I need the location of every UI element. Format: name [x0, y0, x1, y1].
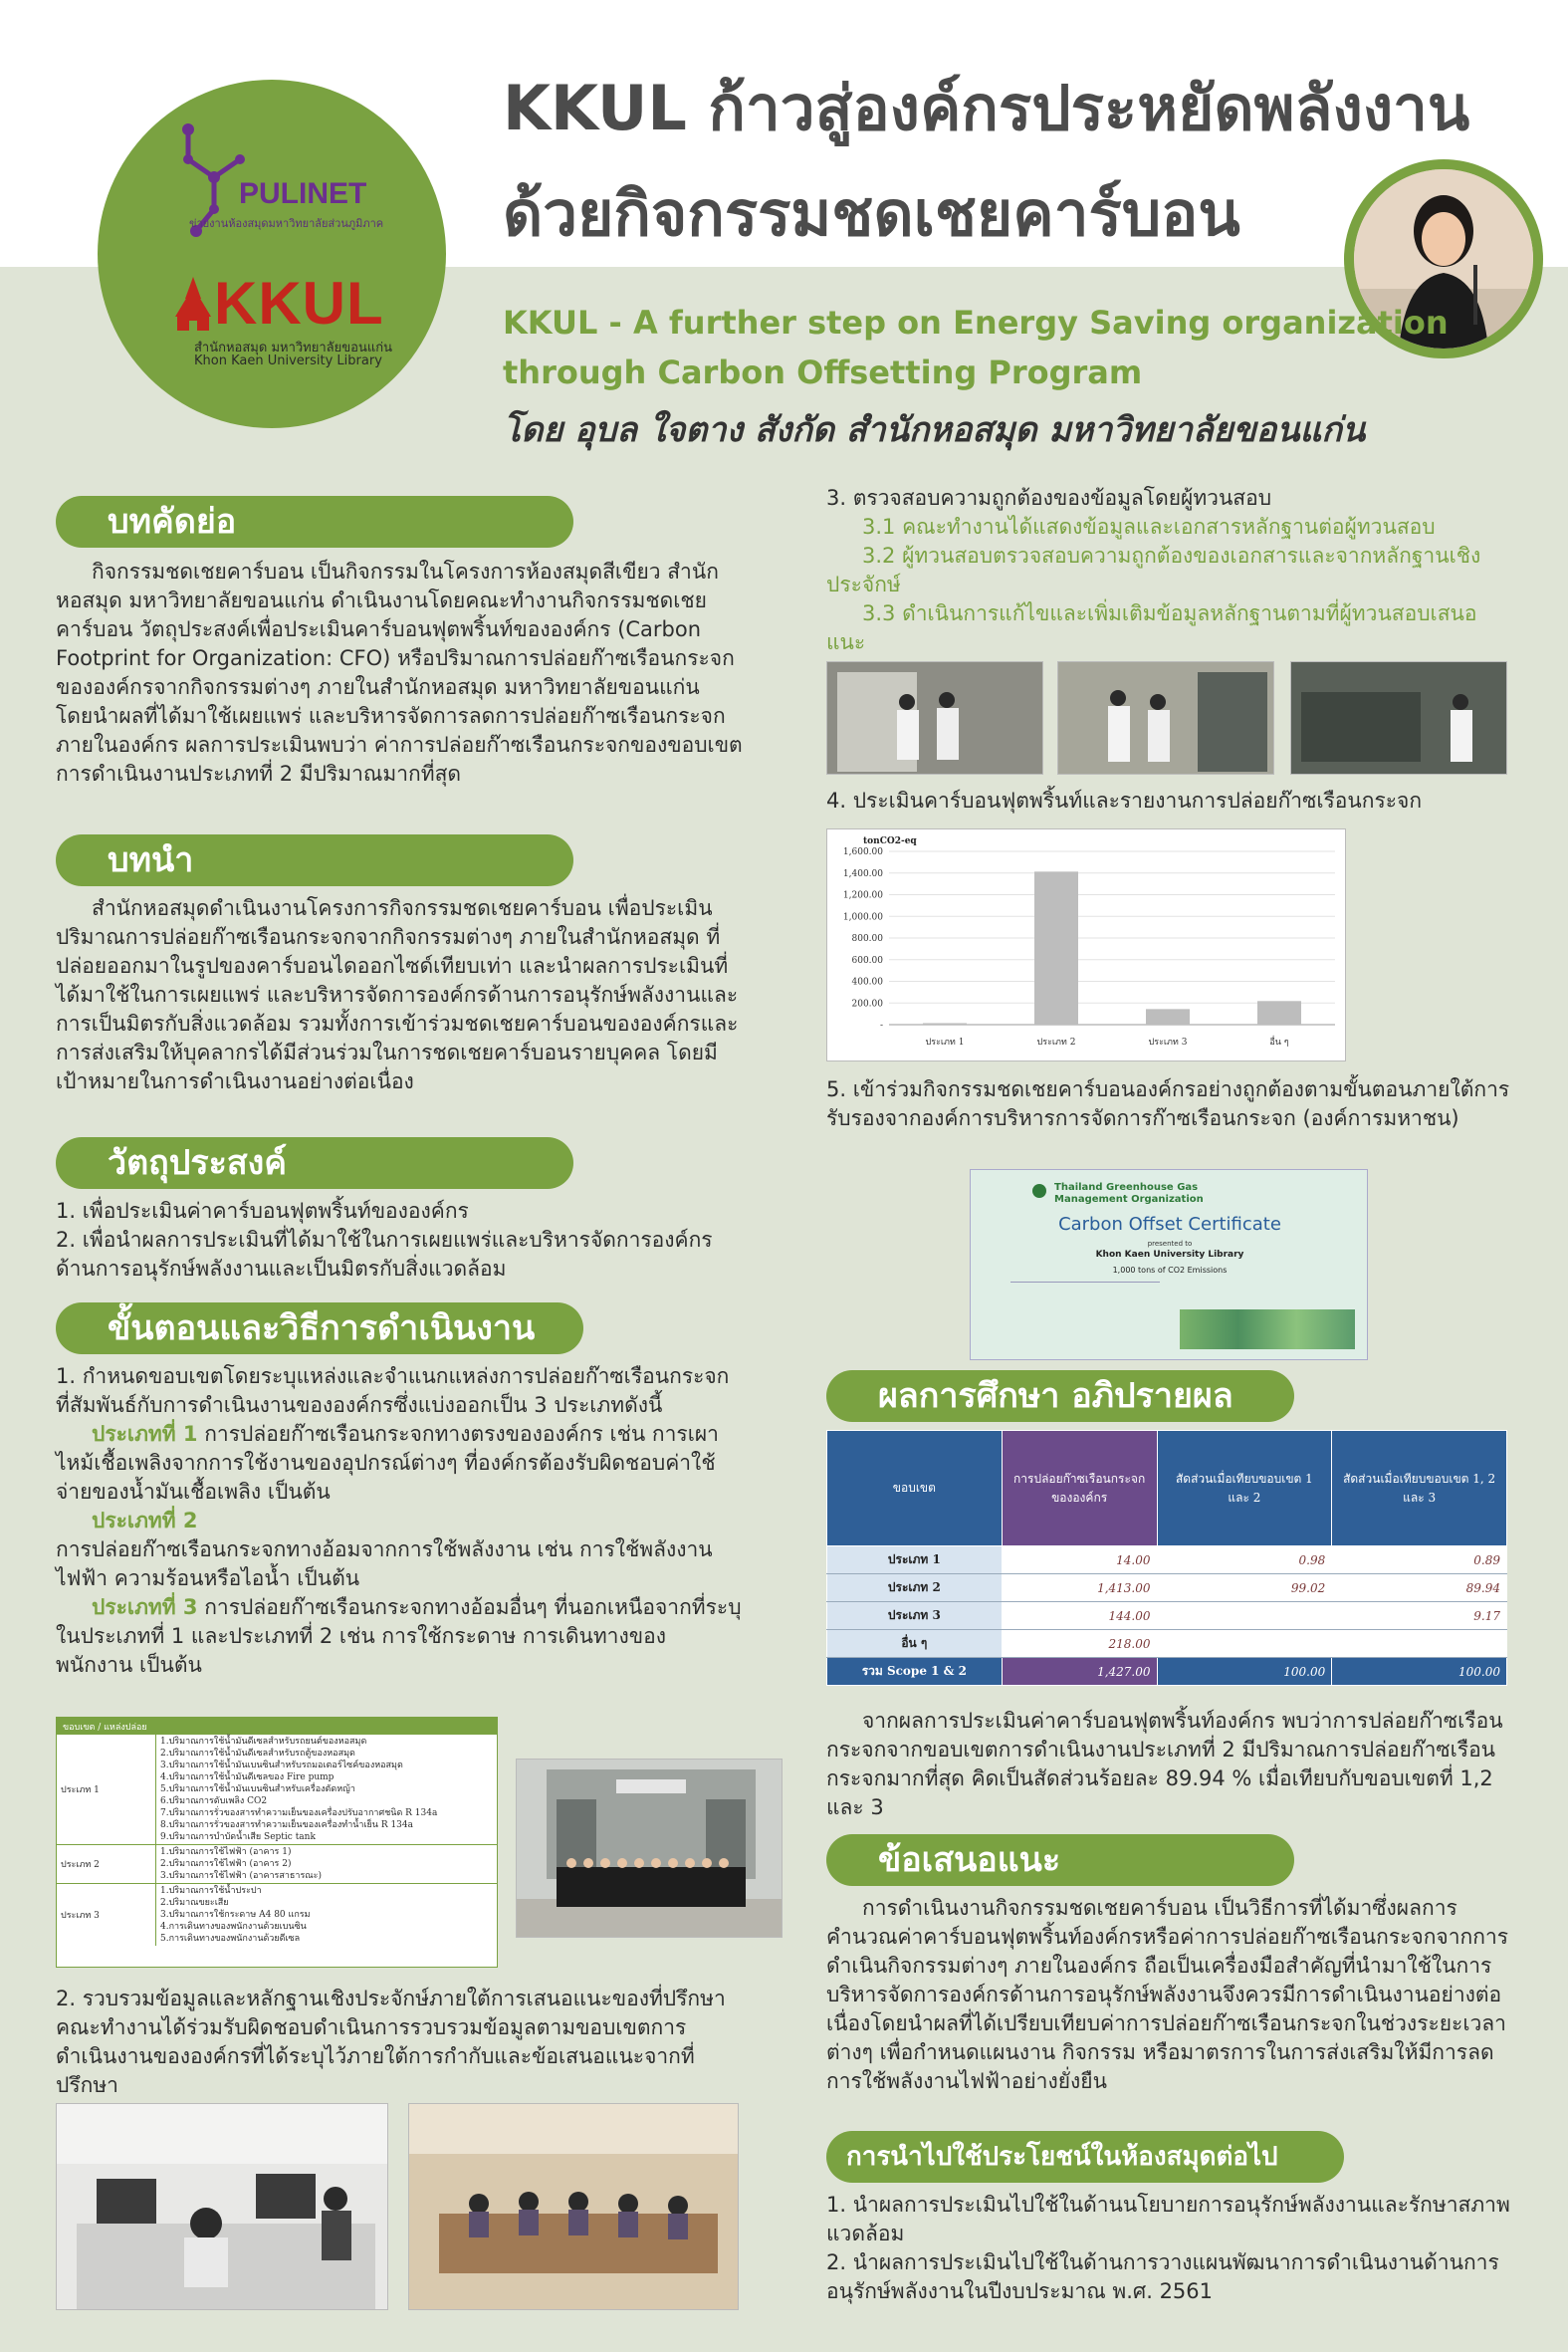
application-item-1: 1. นำผลการประเมินไปใช้ในด้านนโยบายการอนุรักษ์พลังงานและรักษาสภาพแวดล้อม — [826, 2193, 1510, 2245]
scope-group-row — [57, 1734, 497, 1844]
scope-item: 1.ปริมาณการใช้น้ำประปา — [160, 1886, 262, 1896]
meeting-photo-1 — [56, 2103, 388, 2310]
type2-text: การปล่อยก๊าซเรือนกระจกทางอ้อมจากการใช้พลังงาน เช่น การใช้พลังงานไฟฟ้า ความร้อนหรือไอน้ำ เป็นต้น — [56, 1537, 713, 1590]
results-cell-pct12: 99.02 — [1157, 1574, 1332, 1602]
results-cell-pct123 — [1332, 1630, 1507, 1658]
scope-item: 5.ปริมาณการใช้น้ำมันเบนซินสำหรับเครื่องตัดหญ้า — [160, 1784, 355, 1794]
results-text: จากผลการประเมินค่าคาร์บอนฟุตพริ้นท์องค์กร พบว่าการปล่อยก๊าซเรือนกระจกจากขอบเขตการดำเนินงานประเภทที่ 2 มีปริมาณการปล่อยก๊าซเรือนกระจกมากที่สุด คิดเป็นสัดส่วนร้อยละ 89.94 % เมื่อเทียบกับขอบเขตที่ 1,2 และ 3 — [826, 1709, 1503, 1819]
chart-xtick: ประเภท 1 — [925, 1038, 965, 1048]
certificate-org: Thailand Greenhouse Gas Management Organization — [1054, 1182, 1204, 1205]
kkul-logo-text: KKUL — [214, 270, 384, 337]
kkul-subtitle-th: สำนักหอสมุด มหาวิทยาลัยขอนแก่น — [194, 341, 392, 355]
certificate-nature-strip — [1180, 1309, 1355, 1349]
results-cell-label: รวม Scope 1 & 2 — [827, 1658, 1003, 1686]
results-cell-emission: 1,427.00 — [1002, 1658, 1157, 1686]
scope-item: 3.ปริมาณการใช้น้ำมันเบนซินสำหรับรถมอเตอร์ไซค์ของหอสมุด — [160, 1761, 403, 1770]
methods-step1: 1. กำหนดขอบเขตโดยระบุแหล่งและจำแนกแหล่งการปล่อยก๊าซเรือนกระจกที่สัมพันธ์กับการดำเนินงานขององค์กรซึ่งแบ่งออกเป็น 3 ประเภทดังนี้ — [56, 1364, 730, 1417]
audit-photo-2-icon — [1058, 662, 1274, 775]
results-cell-emission: 14.00 — [1002, 1546, 1157, 1574]
application-list — [826, 2191, 1513, 2306]
results-cell-pct123: 100.00 — [1332, 1658, 1507, 1686]
results-header-pct12: สัดส่วนเมื่อเทียบขอบเขต 1 และ 2 — [1157, 1431, 1332, 1546]
certificate-body — [1010, 1282, 1160, 1331]
audit-photo-3 — [1290, 661, 1507, 775]
certificate-recipient: Khon Kaen University Library — [1095, 1250, 1244, 1260]
suggestion-heading: ข้อเสนอแนะ — [826, 1834, 1294, 1886]
results-cell-label: อื่น ๆ — [827, 1630, 1003, 1658]
application-item-2: 2. นำผลการประเมินไปใช้ในด้านการวางแผนพัฒนาการดำเนินงานด้านการอนุรักษ์พลังงานในปีงบประมาณ พ.ศ. 2561 — [826, 2250, 1499, 2303]
chart-bar — [923, 1023, 967, 1025]
scope-group-name: ประเภท 1 — [57, 1735, 156, 1844]
meeting-photo-1-icon — [57, 2104, 388, 2310]
intro-text: สำนักหอสมุดดำเนินงานโครงการกิจกรรมชดเชยคาร์บอน เพื่อประเมินปริมาณการปล่อยก๊าซเรือนกระจกจากกิจกรรมต่างๆ ภายในสำนักหอสมุด ที่ปล่อยออกมาในรูปของคาร์บอนไดออกไซด์เทียบเท่า และนำผลการประเมินที่ได้มาใช้ในการเผยแพร่ และบริหารจัดการองค์กรด้านการอนุรักษ์พลังงานและการเป็นมิตรกับสิ่งแวดล้อม รวมทั้งการเข้าร่วมชดเชยคาร์บอนขององค์กรและการส่งเสริมให้บุคลากรได้มีส่วนร่วมในการชดเชยคาร์บอนรายบุคคล โดยมีเป้าหมายในการดำเนินงานอย่างต่อเนื่อง — [56, 896, 739, 1093]
results-cell-label: ประเภท 2 — [827, 1574, 1003, 1602]
english-title-line1: KKUL - A further step on Energy Saving organization — [503, 304, 1449, 342]
methods-step2: 2. รวบรวมข้อมูลและหลักฐานเชิงประจักษ์ภายใต้การเสนอแนะของที่ปรึกษา คณะทำงานได้ร่วมรับผิดชอบดำเนินการรวบรวมข้อมูลตามขอบเขตการดำเนินงานขององค์กรที่ได้ระบุไว้ภายใต้การกำกับและข้อเสนอแนะจากที่ปรึกษา — [56, 1987, 726, 2097]
chart-ytick: 1,200.00 — [842, 890, 883, 901]
logo-circle — [98, 80, 446, 428]
scope-item: 6.ปริมาณการดับเพลิง CO2 — [160, 1796, 268, 1806]
results-cell-emission: 218.00 — [1002, 1630, 1157, 1658]
scope-item: 9.ปริมาณการบำบัดน้ำเสีย Septic tank — [160, 1832, 316, 1842]
audit-photo-1 — [826, 661, 1043, 775]
type1-text: การปล่อยก๊าซเรือนกระจกทางตรงขององค์กร เช่น การเผาไหม้เชื้อเพลิงจากการใช้งานของอุปกรณ์ต่างๆ ที่องค์กรต้องรับผิดชอบค่าใช้จ่ายของน้ำมันเชื้อเพลิง เป็นต้น — [56, 1422, 719, 1504]
scope-item: 4.การเดินทางของพนักงานด้วยเบนซิน — [160, 1922, 307, 1932]
results-heading: ผลการศึกษา อภิปรายผล — [826, 1370, 1294, 1422]
tgo-logo-icon — [1032, 1184, 1046, 1198]
chart-ytick: 1,400.00 — [842, 868, 883, 879]
scope-group-row — [57, 1844, 497, 1883]
chart-ytick: 800.00 — [851, 934, 883, 944]
type2-label: ประเภทที่ 2 — [92, 1509, 198, 1532]
chart-ytick: 200.00 — [851, 999, 883, 1010]
methods-step4: 4. ประเมินคาร์บอนฟุตพริ้นท์และรายงานการปล่อยก๊าซเรือนกระจก — [826, 789, 1423, 813]
results-cell-emission: 144.00 — [1002, 1602, 1157, 1630]
group-photo-icon — [517, 1760, 783, 1938]
audit-photo-3-icon — [1291, 662, 1507, 775]
scope-group-row — [57, 1883, 497, 1946]
results-row — [827, 1546, 1507, 1574]
scope-table-header: ขอบเขต / แหล่งปล่อย — [57, 1718, 497, 1734]
page-title-line2: ด้วยกิจกรรมชดเชยคาร์บอน — [503, 177, 1240, 250]
chart-xtick: ประเภท 2 — [1036, 1038, 1076, 1048]
results-cell-pct123: 89.94 — [1332, 1574, 1507, 1602]
objectives-heading: วัตถุประสงค์ — [56, 1137, 573, 1189]
chart-xtick: ประเภท 3 — [1148, 1038, 1188, 1048]
kkul-subtitle-en: Khon Kaen University Library — [194, 353, 382, 368]
scope-item: 2.ปริมาณการใช้ไฟฟ้า (อาคาร 2) — [160, 1859, 292, 1869]
results-cell-label: ประเภท 1 — [827, 1546, 1003, 1574]
group-photo — [516, 1759, 783, 1938]
pulinet-subtitle: ข่ายงานห้องสมุดมหาวิทยาลัยส่วนภูมิภาค — [189, 217, 384, 230]
results-header-emission: การปล่อยก๊าซเรือนกระจกขององค์กร — [1002, 1431, 1157, 1546]
results-cell-pct123: 0.89 — [1332, 1546, 1507, 1574]
chart-bar — [1146, 1009, 1190, 1025]
abstract-text: กิจกรรมชดเชยคาร์บอน เป็นกิจกรรมในโครงการห้องสมุดสีเขียว สำนักหอสมุด มหาวิทยาลัยขอนแก่น ดำเนินงานโดยคณะทำงานกิจกรรมชดเชยคาร์บอน วัตถุประสงค์เพื่อประเมินคาร์บอนฟุตพริ้นท์ขององค์กร (Carbon Footprint for Organization: CFO) หรือปริมาณการปล่อยก๊าซเรือนกระจกขององค์กรจากกิจกรรมต่างๆ ภายในสำนักหอสมุด มหาวิทยาลัยขอนแก่น โดยนำผลที่ได้มาใช้เผยแพร่ และบริหารจัดการลดการปล่อยก๊าซเรือนกระจกภายในองค์กร ผลการประเมินพบว่า ค่าการปล่อยก๊าซเรือนกระจกของขอบเขตการดำเนินงานประเภทที่ 2 มีปริมาณมากที่สุด — [56, 560, 743, 786]
chart-ytick: 400.00 — [851, 977, 883, 988]
results-row — [827, 1630, 1507, 1658]
chart-ytick: - — [879, 1021, 883, 1031]
scope-item: 2.ปริมาณการใช้น้ำมันดีเซลสำหรับรถตู้ของหอสมุด — [160, 1749, 355, 1759]
methods-step3: 3. ตรวจสอบความถูกต้องของข้อมูลโดยผู้ทวนสอบ — [826, 486, 1272, 510]
page-title-line1: KKUL ก้าวสู่องค์กรประหยัดพลังงาน — [503, 72, 1470, 144]
type1-label: ประเภทที่ 1 — [92, 1422, 198, 1446]
results-cell-emission: 1,413.00 — [1002, 1574, 1157, 1602]
type3-label: ประเภทที่ 3 — [92, 1595, 198, 1619]
chart-ytick: 600.00 — [851, 955, 883, 966]
results-cell-pct12 — [1157, 1602, 1332, 1630]
objective-item-1: 1. เพื่อประเมินค่าคาร์บอนฟุตพริ้นท์ขององค์กร — [56, 1199, 469, 1223]
pulinet-logo-text: PULINET — [239, 177, 367, 210]
scope-table — [56, 1717, 498, 1968]
scope-item: 3.ปริมาณการใช้กระดาษ A4 80 แกรม — [160, 1910, 311, 1920]
chart-ylabel: tonCO2-eq — [863, 836, 917, 846]
objective-item-2: 2. เพื่อนำผลการประเมินที่ได้มาใช้ในการเผยแพร่และบริหารจัดการองค์กรด้านการอนุรักษ์พลังงานและเป็นมิตรกับสิ่งแวดล้อม — [56, 1228, 713, 1281]
methods-step3-block — [826, 484, 1513, 657]
certificate-title: Carbon Offset Certificate — [1058, 1214, 1281, 1235]
certificate-presented: presented to — [1147, 1240, 1193, 1248]
results-row — [827, 1574, 1507, 1602]
results-cell-pct12: 0.98 — [1157, 1546, 1332, 1574]
methods-step5: 5. เข้าร่วมกิจกรรมชดเชยคาร์บอนองค์กรอย่างถูกต้องตามขั้นตอนภายใต้การรับรองจากองค์การบริหารการจัดการก๊าซเรือนกระจก (องค์การมหาชน) — [826, 1077, 1510, 1130]
methods-step3-2: 3.2 ผู้ทวนสอบตรวจสอบความถูกต้องของเอกสารและจากหลักฐานเชิงประจักษ์ — [826, 544, 1481, 596]
scope-group-name: ประเภท 3 — [57, 1884, 156, 1946]
type3-text: การปล่อยก๊าซเรือนกระจกทางอ้อมอื่นๆ ที่นอกเหนือจากที่ระบุในประเภทที่ 1 และประเภทที่ 2 เช่น การใช้กระดาษ การเดินทางของพนักงาน เป็นต้น — [56, 1595, 742, 1677]
certificate-amount: 1,000 tons of CO2 Emissions — [1112, 1266, 1228, 1275]
intro-heading: บทนำ — [56, 834, 573, 886]
results-total-row — [827, 1658, 1507, 1686]
scope-item: 1.ปริมาณการใช้น้ำมันดีเซลสำหรับรถยนต์ของหอสมุด — [160, 1737, 367, 1747]
results-header-scope: ขอบเขต — [827, 1431, 1003, 1546]
methods-step1-block — [56, 1362, 743, 1680]
scope-item: 7.ปริมาณการรั่วของสารทำความเย็นของเครื่องปรับอากาศชนิด R 134a — [160, 1808, 438, 1818]
meeting-photo-2 — [408, 2103, 739, 2310]
chart-ytick: 1,000.00 — [842, 912, 883, 923]
meeting-photo-2-icon — [409, 2104, 739, 2310]
audit-photo-1-icon — [827, 662, 1043, 775]
english-title-line2: through Carbon Offsetting Program — [503, 353, 1143, 391]
scope-item: 5.การเดินทางของพนักงานด้วยดีเซล — [160, 1934, 301, 1944]
methods-step3-1: 3.1 คณะทำงานได้แสดงข้อมูลและเอกสารหลักฐานต่อผู้ทวนสอบ — [862, 515, 1436, 539]
audit-photo-2 — [1057, 661, 1274, 775]
carbon-offset-certificate — [970, 1169, 1368, 1360]
methods-heading: ขั้นตอนและวิธีการดำเนินงาน — [56, 1302, 583, 1354]
objectives-list — [56, 1197, 743, 1284]
results-cell-pct12 — [1157, 1630, 1332, 1658]
scope-group-name: ประเภท 2 — [57, 1845, 156, 1883]
emission-chart-svg — [827, 829, 1347, 1062]
scope-item: 8.ปริมาณการรั่วของสารทำความเย็นของเครื่องทำน้ำเย็น R 134a — [160, 1820, 413, 1830]
methods-step3-3: 3.3 ดำเนินการแก้ไขและเพิ่มเติมข้อมูลหลักฐานตามที่ผู้ทวนสอบเสนอแนะ — [826, 601, 1477, 654]
results-cell-label: ประเภท 3 — [827, 1602, 1003, 1630]
results-row — [827, 1602, 1507, 1630]
application-heading: การนำไปใช้ประโยชน์ในห้องสมุดต่อไป — [826, 2131, 1344, 2183]
chart-bar — [1257, 1001, 1301, 1025]
author-line: โดย อุบล ใจตาง สังกัด สำนักหอสมุด มหาวิทยาลัยขอนแก่น — [503, 410, 1366, 450]
suggestion-text: การดำเนินงานกิจกรรมชดเชยคาร์บอน เป็นวิธีการที่ได้มาซึ่งผลการคำนวณค่าคาร์บอนฟุตพริ้นท์องค์กรหรือค่าการปล่อยก๊าซเรือนกระจกจากการดำเนินกิจกรรมต่างๆ ภายในองค์กร ถือเป็นเครื่องมือสำคัญที่นำมาใช้ในการบริหารจัดการองค์กรด้านการอนุรักษ์พลังงานจึงควรมีการดำเนินงานอย่างต่อเนื่องโดยนำผลที่ได้เปรียบเทียบค่าการปล่อยก๊าซเรือนกระจกในช่วงระยะเวลาต่างๆ เพื่อกำหนดแผนงาน กิจกรรม หรือมาตรการในการส่งเสริมให้มีการลดการใช้พลังงานไฟฟ้าอย่างยั่งยืน — [826, 1896, 1509, 2093]
results-cell-pct123: 9.17 — [1332, 1602, 1507, 1630]
scope-item: 4.ปริมาณการใช้น้ำมันดีเซลของ Fire pump — [160, 1772, 335, 1782]
results-table — [826, 1430, 1507, 1686]
chart-bar — [1034, 871, 1078, 1025]
chart-ytick: 1,600.00 — [842, 847, 883, 857]
chart-xtick: อื่น ๆ — [1269, 1038, 1289, 1048]
scope-item: 3.ปริมาณการใช้ไฟฟ้า (อาคารสาธารณะ) — [160, 1871, 322, 1881]
scope-item: 1.ปริมาณการใช้ไฟฟ้า (อาคาร 1) — [160, 1847, 292, 1857]
scope-item: 2.ปริมาณขยะเสีย — [160, 1898, 229, 1908]
kkul-temple-icon — [171, 277, 215, 333]
emission-chart — [826, 828, 1346, 1061]
results-header-pct123: สัดส่วนเมื่อเทียบขอบเขต 1, 2 และ 3 — [1332, 1431, 1507, 1546]
abstract-heading: บทคัดย่อ — [56, 496, 573, 548]
results-cell-pct12: 100.00 — [1157, 1658, 1332, 1686]
